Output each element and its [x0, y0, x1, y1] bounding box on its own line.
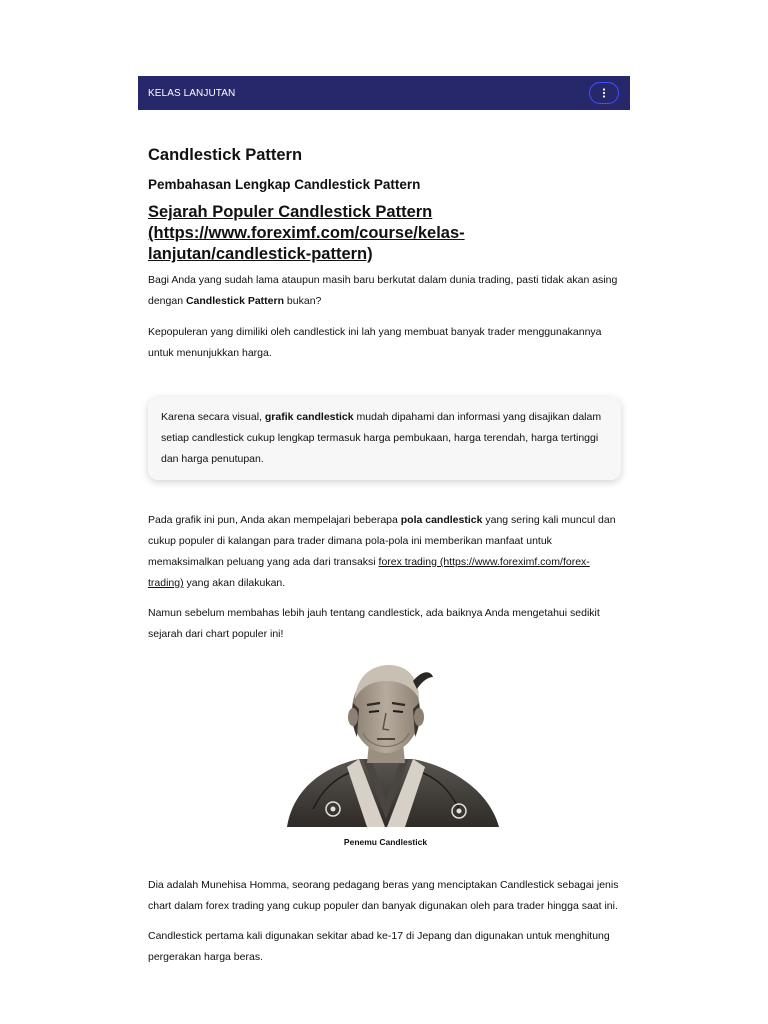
patterns-paragraph: Pada grafik ini pun, Anda akan mempelajari beberapa pola candlestick yang sering kali muncul dan cukup populer di kalangan para trader dimana pola-pola ini memberikan manfaat untuk memaksimalkan peluang yang ada dari transaksi forex trading (https://www.foreximf.com/forex-trading) yang akan dilakukan. [148, 514, 616, 589]
menu-button[interactable] [589, 82, 619, 104]
intro-paragraph: Bagi Anda yang sudah lama ataupun masih baru berkutat dalam dunia trading, pasti tidak akan asing dengan Candlestick Pattern bukan? [148, 274, 618, 307]
site-brand[interactable]: KELAS LANJUTAN [148, 87, 236, 99]
homma-paragraph: Dia adalah Munehisa Homma, seorang pedagang beras yang menciptakan Candlestick sebagai jenis chart dalam forex trading yang cukup populer dan banyak digunakan oleh para trader hingga saat ini. [148, 879, 619, 912]
bold-term: Candlestick Pattern [185, 295, 285, 307]
munehisa-homma-portrait [263, 659, 509, 827]
section-heading [148, 202, 623, 265]
callout-text: Karena secara visual, grafik candlestick mudah dipahami dan informasi yang disajikan dalam setiap candlestick cukup lengkap termasuk harga pembukaan, harga terendah, harga tertinggi dan harga penutupan. [161, 411, 602, 465]
bold-term: grafik candlestick [264, 411, 354, 423]
top-nav-bar [138, 76, 630, 110]
popularity-paragraph: Kepopuleran yang dimiliki oleh candlestick ini lah yang membuat banyak trader menggunakannya untuk menunjukkan harga. [148, 326, 602, 359]
section-heading-link[interactable]: Sejarah Populer Candlestick Pattern (https://www.foreximf.com/course/kelas-lanjutan/candlestick-pattern) [148, 203, 465, 263]
figure-caption: Penemu Candlestick [343, 837, 428, 847]
portrait-figure [148, 659, 623, 848]
vertical-dots-icon [602, 88, 606, 98]
origin-paragraph: Candlestick pertama kali digunakan sekitar abad ke-17 di Jepang dan digunakan untuk menghitung pergerakan harga beras. [148, 930, 610, 963]
callout-box [148, 397, 621, 480]
page-title: Candlestick Pattern [148, 146, 303, 164]
forex-trading-link[interactable]: forex trading (https://www.foreximf.com/forex-trading) [148, 556, 590, 589]
page-subtitle: Pembahasan Lengkap Candlestick Pattern [148, 177, 421, 192]
article-content [148, 144, 623, 968]
bold-term: pola candlestick [400, 514, 483, 526]
history-intro-paragraph: Namun sebelum membahas lebih jauh tentang candlestick, ada baiknya Anda mengetahui sedikit sejarah dari chart populer ini! [148, 607, 600, 640]
